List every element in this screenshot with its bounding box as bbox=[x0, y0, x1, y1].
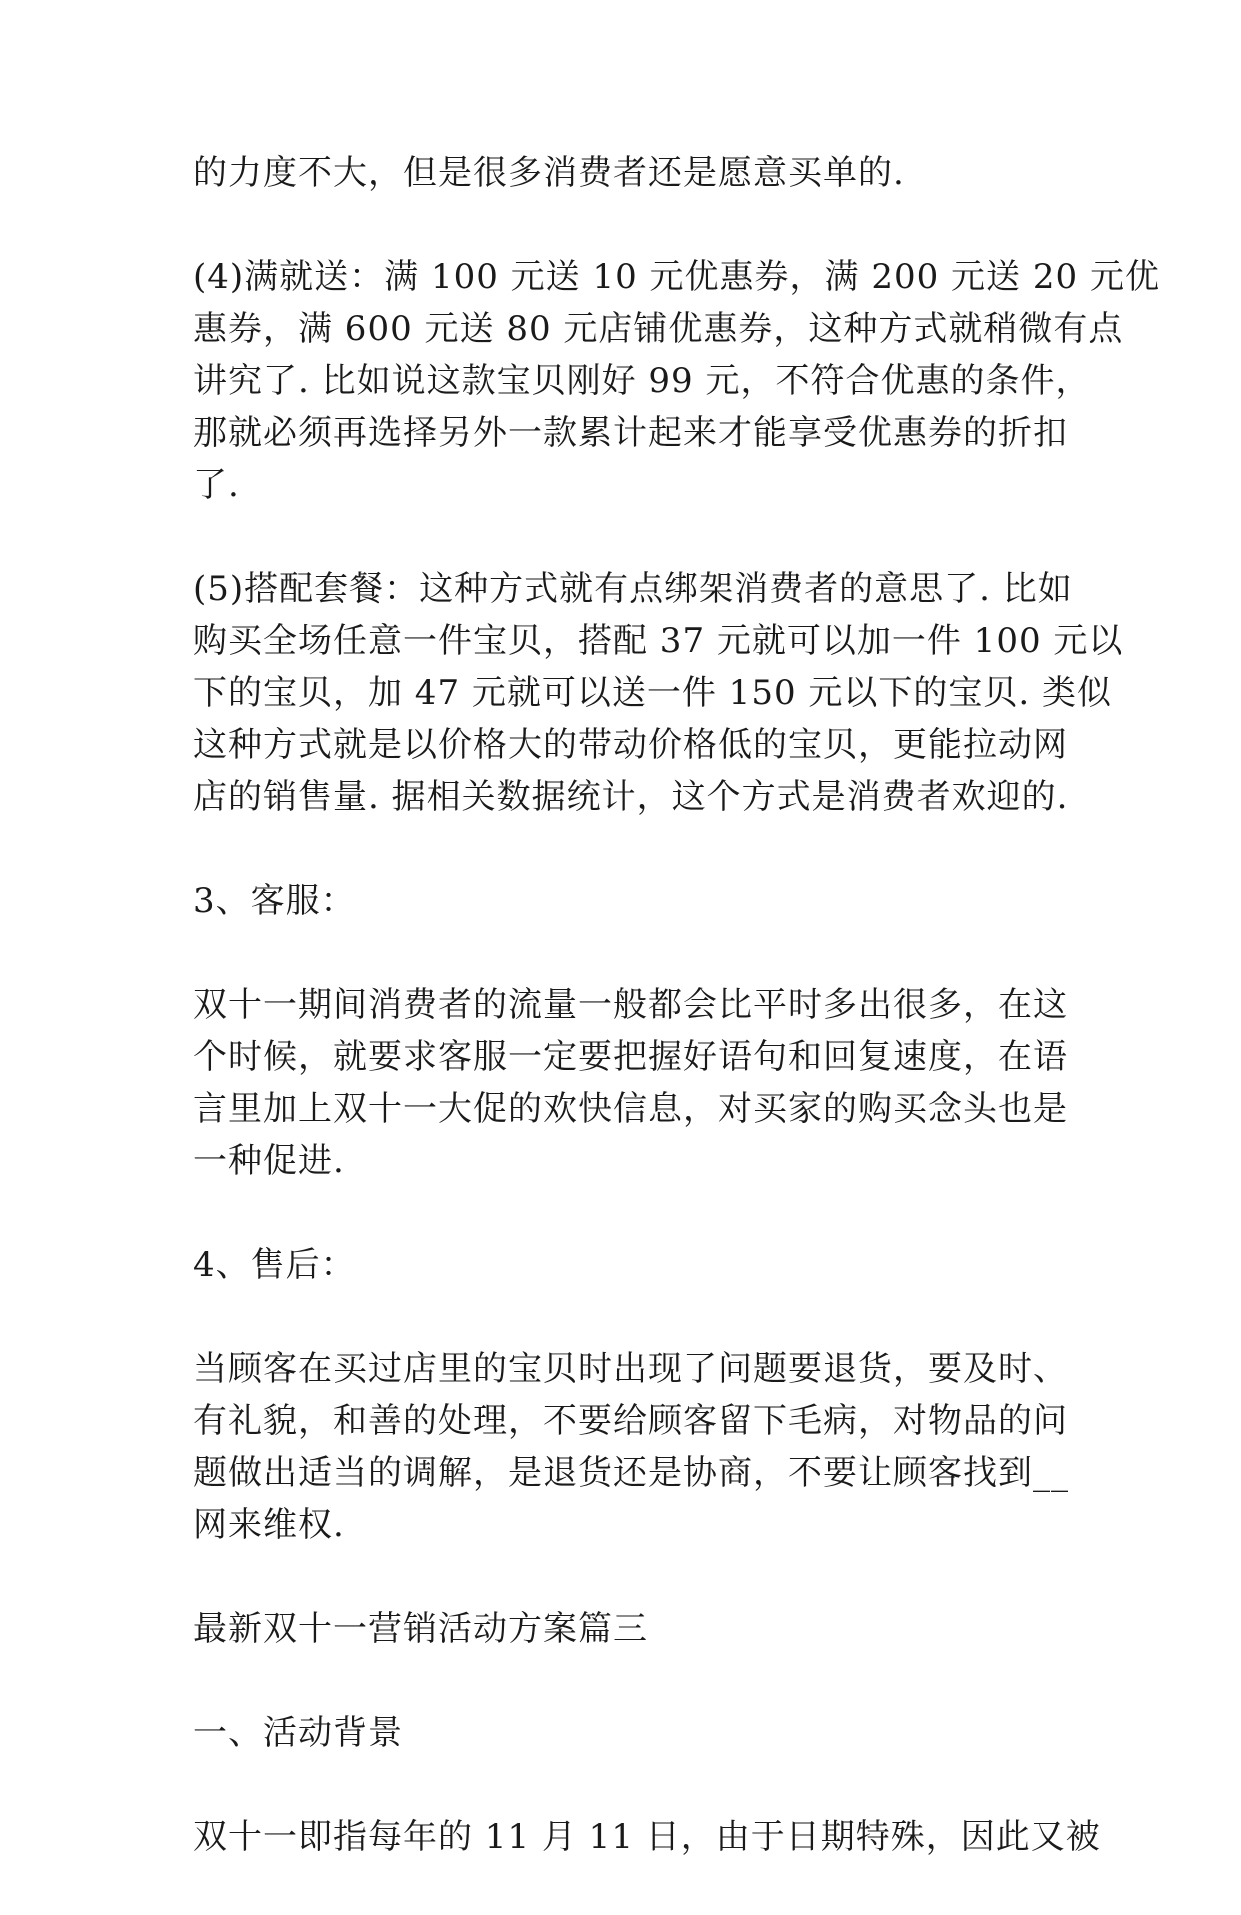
text-line: 网来维权. bbox=[193, 1505, 345, 1545]
paragraph-after-sales bbox=[193, 1343, 1069, 1551]
text-line: 双十一期间消费者的流量一般都会比平时多出很多，在这 bbox=[193, 985, 1068, 1025]
paragraph bbox=[193, 147, 1053, 199]
paragraph-background bbox=[193, 1811, 1101, 1863]
chapter-title bbox=[193, 1603, 1053, 1655]
text-line: 4、售后： bbox=[193, 1245, 356, 1285]
section-heading-customer-service bbox=[193, 875, 1053, 927]
text-line: 下的宝贝，加 47 元就可以送一件 150 元以下的宝贝. 类似 bbox=[193, 673, 1113, 713]
text-line: (4)满就送：满 100 元送 10 元优惠券，满 200 元送 20 元优 bbox=[193, 257, 1160, 297]
text-line: 的力度不大，但是很多消费者还是愿意买单的. bbox=[193, 153, 905, 193]
text-line: 最新双十一营销活动方案篇三 bbox=[193, 1609, 648, 1649]
text-line: 那就必须再选择另外一款累计起来才能享受优惠券的折扣 bbox=[193, 413, 1068, 453]
section-heading-after-sales bbox=[193, 1239, 1053, 1291]
text-line: 了. bbox=[193, 465, 240, 505]
text-line: 题做出适当的调解，是退货还是协商，不要让顾客找到__ bbox=[193, 1453, 1069, 1493]
text-line: 3、客服： bbox=[193, 881, 356, 921]
text-line: (5)搭配套餐：这种方式就有点绑架消费者的意思了. 比如 bbox=[193, 569, 1073, 609]
section-heading-background bbox=[193, 1707, 1053, 1759]
text-line: 讲究了. 比如说这款宝贝刚好 99 元，不符合优惠的条件， bbox=[193, 361, 1091, 401]
paragraph-bundle bbox=[193, 563, 1124, 823]
text-line: 双十一即指每年的 11 月 11 日，由于日期特殊，因此又被 bbox=[193, 1817, 1101, 1857]
text-line: 店的销售量. 据相关数据统计，这个方式是消费者欢迎的. bbox=[193, 777, 1069, 817]
text-line: 个时候，就要求客服一定要把握好语句和回复速度，在语 bbox=[193, 1037, 1068, 1077]
paragraph-customer-service bbox=[193, 979, 1068, 1187]
document-body bbox=[193, 147, 1160, 1915]
text-line: 当顾客在买过店里的宝贝时出现了问题要退货，要及时、 bbox=[193, 1349, 1068, 1389]
text-line: 言里加上双十一大促的欢快信息，对买家的购买念头也是 bbox=[193, 1089, 1068, 1129]
text-line: 购买全场任意一件宝贝，搭配 37 元就可以加一件 100 元以 bbox=[193, 621, 1124, 661]
paragraph-full-gift bbox=[193, 251, 1160, 511]
text-line: 一、活动背景 bbox=[193, 1713, 403, 1753]
text-line: 惠券，满 600 元送 80 元店铺优惠券，这种方式就稍微有点 bbox=[193, 309, 1124, 349]
text-line: 有礼貌，和善的处理，不要给顾客留下毛病，对物品的问 bbox=[193, 1401, 1068, 1441]
text-line: 这种方式就是以价格大的带动价格低的宝贝，更能拉动网 bbox=[193, 725, 1068, 765]
text-line: 一种促进. bbox=[193, 1141, 345, 1181]
